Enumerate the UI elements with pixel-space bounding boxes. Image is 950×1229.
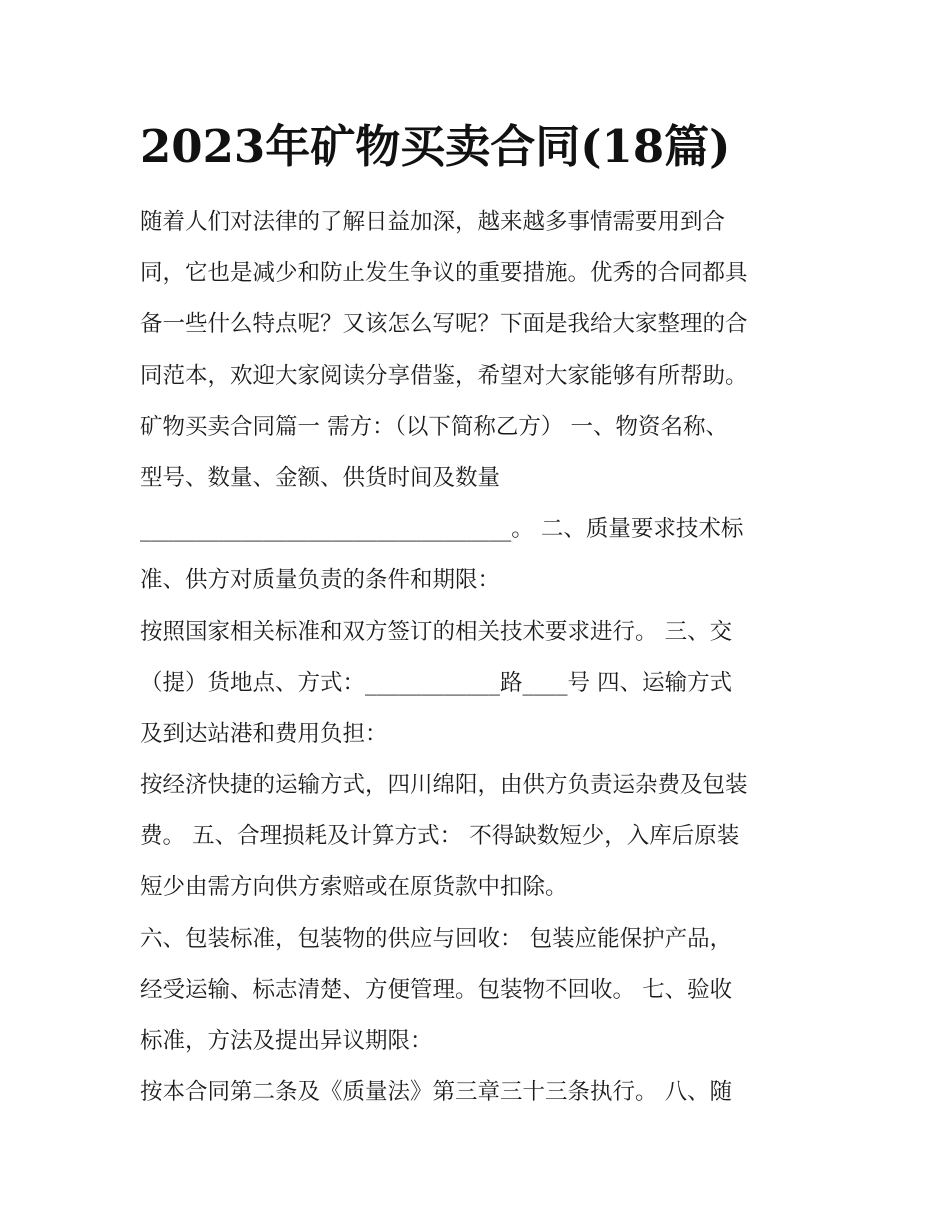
text-line: 短少由需方向供方索赔或在原货款中扣除。 <box>140 874 568 901</box>
text-line: 按经济快捷的运输方式，四川绵阳，由供方负责运杂费及包装 <box>140 772 748 799</box>
text-line: 按照国家相关标准和双方签订的相关技术要求进行。 三、交 <box>140 618 733 645</box>
text-line: 同范本，欢迎大家阅读分享借鉴，希望对大家能够有所帮助。 <box>140 362 748 389</box>
text-line: 及到达站港和费用负担： <box>140 720 388 747</box>
text-line: 按本合同第二条及《质量法》第三章三十三条执行。 八、随 <box>140 1079 733 1106</box>
text-line: 随着人们对法律的了解日益加深，越来越多事情需要用到合 <box>140 209 726 235</box>
text-line: 同，它也是减少和防止发生争议的重要措施。优秀的合同都具 <box>140 260 748 287</box>
text-line: 型号、数量、金额、供货时间及数量 <box>140 464 501 491</box>
document-body <box>140 197 830 1118</box>
text-line: _________________________________。 二、质量要求技术标 <box>140 516 744 543</box>
text-line: 矿物买卖合同篇一 需方：（以下简称乙方） 一、物资名称、 <box>140 413 729 440</box>
text-line: 准、供方对质量负责的条件和期限： <box>140 567 501 594</box>
text-line: 六、包装标准，包装物的供应与回收： 包装应能保护产品， <box>140 925 733 952</box>
document-title: 2023年矿物买卖合同(18篇) <box>140 120 731 173</box>
text-line: 费。 五、合理损耗及计算方式： 不得缺数短少，入库后原装 <box>140 823 740 850</box>
text-line: （提）货地点、方式：____________路____号 四、运输方式 <box>140 669 733 696</box>
text-line: 标准，方法及提出异议期限： <box>140 1028 433 1054</box>
text-line: 备一些什么特点呢？又该怎么写呢？下面是我给大家整理的合 <box>140 311 748 338</box>
text-line: 经受运输、标志清楚、方便管理。包装物不回收。 七、验收 <box>140 976 733 1003</box>
